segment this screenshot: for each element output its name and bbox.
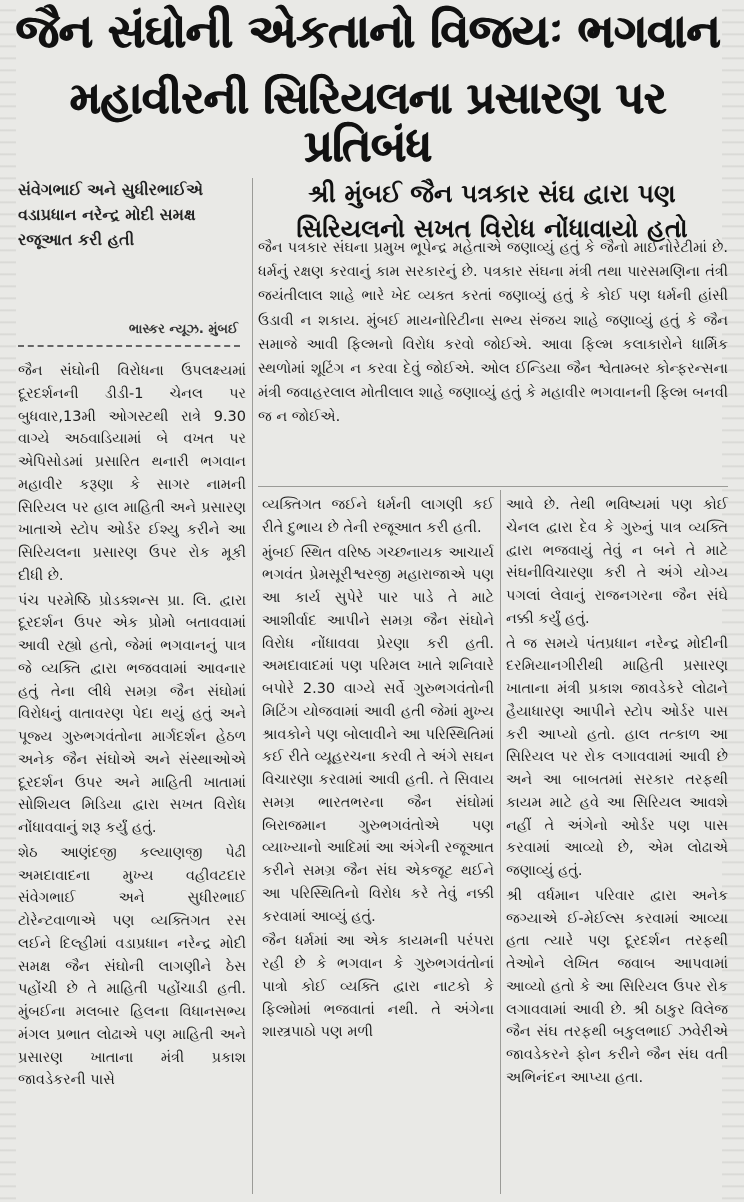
- column-divider: [500, 490, 501, 1194]
- paragraph: શેઠ આણંદજી કલ્યાણજી પેઢી અમદાવાદના મુખ્ય વહીવટદાર સંવેગભાઈ અને સુધીરભાઈ ટોરેન્ટવાળાએ પણ વ્યક્તિગત રસ લઈને દિલ્હીમાં વડાપ્રધાન નરેન્દ્ર મોદી સમક્ષ જૈન સંઘોની લાગણીને ઠેસ પહોંચી છે તે માહિતી પહોંચાડી હતી. મુંબઈના મલબાર હિલના વિધાનસભ્ય મંગલ પ્રભાત લોઢાએ પણ માહિતી અને પ્રસારણ ખાતાના મંત્રી પ્રકાશ જાવડેકરની પાસે: [18, 844, 246, 1089]
- paragraph: જૈન ધર્મમાં આ એક કાયમની પરંપરા રહી છે કે ભગવાન કે ગુરુભગવંતોનાં પાત્રો કોઈ વ્યક્તિ દ્વારા નાટકો કે ફિલ્મોમાં ભજવાતાં નથી. તે અંગેના શાસ્ત્રપાઠો પણ મળી: [262, 933, 494, 1041]
- paragraph: વ્યક્તિગત જઈને ધર્મની લાગણી કઈ રીતે દુભાય છે તેની રજૂઆત કરી હતી.: [262, 497, 494, 536]
- byline: ભાસ્કર ન્યૂઝ. મુંબઈ: [128, 322, 238, 337]
- body-column-2: [262, 494, 494, 1046]
- paragraph: જૈન સંઘોની વિરોધના ઉપલક્ષ્યમાં દૂરદર્શનની ડીડી-1 ચેનલ પર બુધવાર,13મી ઓગસ્ટથી રાત્રે 9.30 વાગ્યે અઠવાડિયામાં બે વખત પર એપિસોડમાં પ્રસારિત થનારી ભગવાન મહાવીર કરૂણા કે સાગર નામની સિરિયલ પર હાલ માહિતી અને પ્રસારણ ખાતાએ સ્ટોપ ઓર્ડર ઈશ્યુ કરીને આ સિરિયલના પ્રસારણ ઉપર રોક મૂકી દીધી છે.: [18, 363, 246, 584]
- lead-paragraph: જૈન પત્રકાર સંઘના પ્રમુખ ભૂપેન્દ્ર મહેતાએ જણાવ્યું હતું કે જૈનો માઈનોરેટીમાં છે. ધર્મનું રક્ષણ કરવાનું કામ સરકારનું છે. પત્રકાર સંઘના મંત્રી તથા પારસમણિના તંત્રી જયંતીલાલ શાહે ભારે ખેદ વ્યક્ત કરતાં જણાવ્યું હતું કે કોઈ પણ ધર્મની હાંસી ઉડાવી ન શકાય. મુંબઈ માયનોરિટીના સભ્ય સંજય શાહે જણાવ્યું હતું કે જૈન સમાજે આવી ફિલ્મનો વિરોધ કરવો જોઈએ. આવા ફિલ્મ કલાકારોને ધાર્મિક સ્થળોમાં શૂટિંગ ન કરવા દેવું જોઈએ. ઓલ ઈન્ડિયા જૈન શ્વેતામ્બર કોન્ફરન્સના મંત્રી જવાહરલાલ મોતીલાલ શાહે જણાવ્યું હતું કે મહાવીર ભગવાનની ફિલ્મ બનવી જ ન જોઈએ.: [258, 240, 728, 426]
- paragraph: મુંબઈ સ્થિત વરિષ્ઠ ગચ્છનાયક આચાર્ય ભગવંત પ્રેમસૂરીશ્વરજી મહારાજાએ પણ આ કાર્ય સુપેરે પાર પાડે તે માટે આશીર્વાદ આપીને સમગ્ર જૈન સંઘોને વિરોધ નોંધાવવા પ્રેરણા કરી હતી. અમદાવાદમાં પણ પરિમલ ખાતે શનિવારે બપોરે 2.30 વાગ્યે સર્વે ગુરુભગવંતોની મિટિંગ યોજવામાં આવી હતી જેમાં મુખ્ય શ્રાવકોને પણ બોલાવીને આ પરિસ્થિતિમાં કઈ રીતે વ્યૂહરચના કરવી તે અંગે સઘન વિચારણા કરવામાં આવી હતી. તે સિવાય સમગ્ર ભારતભરના જૈન સંઘોમાં બિરાજમાન ગુરુભગવંતોએ પણ વ્યાખ્યાનો આદિમાં આ અંગેની રજૂઆત કરીને સમગ્ર જૈન સંઘ એકજૂટ થઈને આ પરિસ્થિતિનો વિરોધ કરે તેવું નક્કી કરવામાં આવ્યું હતું.: [262, 544, 494, 925]
- column-divider: [252, 178, 253, 1194]
- headline: [12, 6, 724, 171]
- subhead-line-2: સિરિયલનો સખત વિરોધ નોંધાવાયો હતો: [296, 214, 688, 243]
- section-divider: [258, 486, 728, 487]
- body-column-3: [506, 494, 728, 1092]
- paragraph: પંચ પરમેષ્ઠિ પ્રોડક્શન્સ પ્રા. લિ. દ્વારા દૂરદર્શન ઉપર એક પ્રોમો બતાવવામાં આવી રહ્યો હતો, જેમાં ભગવાનનું પાત્ર જે વ્યક્તિ દ્વારા ભજવવામાં આવનાર હતું તેના લીધે સમગ્ર જૈન સંઘોમાં વિરોધનું વાતાવરણ પેદા થયું હતું અને પૂજ્ય ગુરુભગવંતોના માર્ગદર્શન હેઠળ અનેક જૈન સંઘોએ અને સંસ્થાઓએ દૂરદર્શન ઉપર અને માહિતી ખાતામાં સોશિયલ મિડિયા દ્વારા સખત વિરોધ નોંધાવવાનું શરૂ કર્યું હતું.: [18, 592, 246, 836]
- deck: સંવેગભાઈ અને સુધીરભાઈએ વડાપ્રધાન નરેન્દ્ર મોદી સમક્ષ રજૂઆત કરી હતી: [18, 180, 203, 249]
- headline-line-2: મહાવીરની સિરિયલના પ્રસારણ પર પ્રતિબંધ: [69, 72, 667, 172]
- adjacent-page-bleed-left: [0, 0, 16, 1202]
- subhead-line-1: શ્રી મુંબઈ જૈન પત્રકાર સંઘ દ્વારા પણ: [308, 179, 676, 208]
- body-column-1: [18, 360, 246, 1094]
- headline-line-1: જૈન સંઘોની એકતાનો વિજયઃ ભગવાન: [15, 4, 721, 58]
- paragraph: તે જ સમયે પંતપ્રધાન નરેન્દ્ર મોદીની દરમિયાનગીરીથી માહિતી પ્રસારણ ખાતાના મંત્રી પ્રકાશ જાવડેકરે લોઢાને હૈયાધારણ આપીને સ્ટોપ ઓર્ડર પાસ કરી આપ્યો હતો. હાલ તત્કાળ આ સિરિયલ પર રોક લગાવવામાં આવી છે અને આ બાબતમાં સરકાર તરફથી કાયમ માટે હવે આ સિરિયલ આવશે નહીં તે અંગેનો ઓર્ડર પણ પાસ કરવામાં આવ્યો છે, એમ લોઢાએ જણાવ્યું હતું.: [506, 635, 728, 879]
- paragraph: શ્રી વર્ધમાન પરિવાર દ્વારા અનેક જગ્યાએ ઈ-મેઈલ્સ કરવામાં આવ્યા હતા ત્યારે પણ દૂરદર્શન તરફથી તેઓને લેખિત જવાબ આપવામાં આવ્યો હતો કે આ સિરિયલ ઉપર રોક લગાવવામાં આવી છે. શ્રી ઠાકુર વિલેજ જૈન સંઘ તરફથી બકુલભાઈ ઝવેરીએ જાવડેકરને ફોન કરીને જૈન સંઘ વતી અભિનંદન આપ્યા હતા.: [506, 887, 728, 1086]
- paragraph: આવે છે. તેથી ભવિષ્યમાં પણ કોઈ ચેનલ દ્વારા દેવ કે ગુરુનું પાત્ર વ્યક્તિ દ્વારા ભજવાયું તેવું ન બને તે માટે સંઘનીવિચારણા કરી તે અંગે યોગ્ય પગલાં લેવાનું રાજનગરના જૈન સંઘે નક્કી કર્યું હતું.: [506, 497, 728, 627]
- byline-divider: [18, 345, 240, 347]
